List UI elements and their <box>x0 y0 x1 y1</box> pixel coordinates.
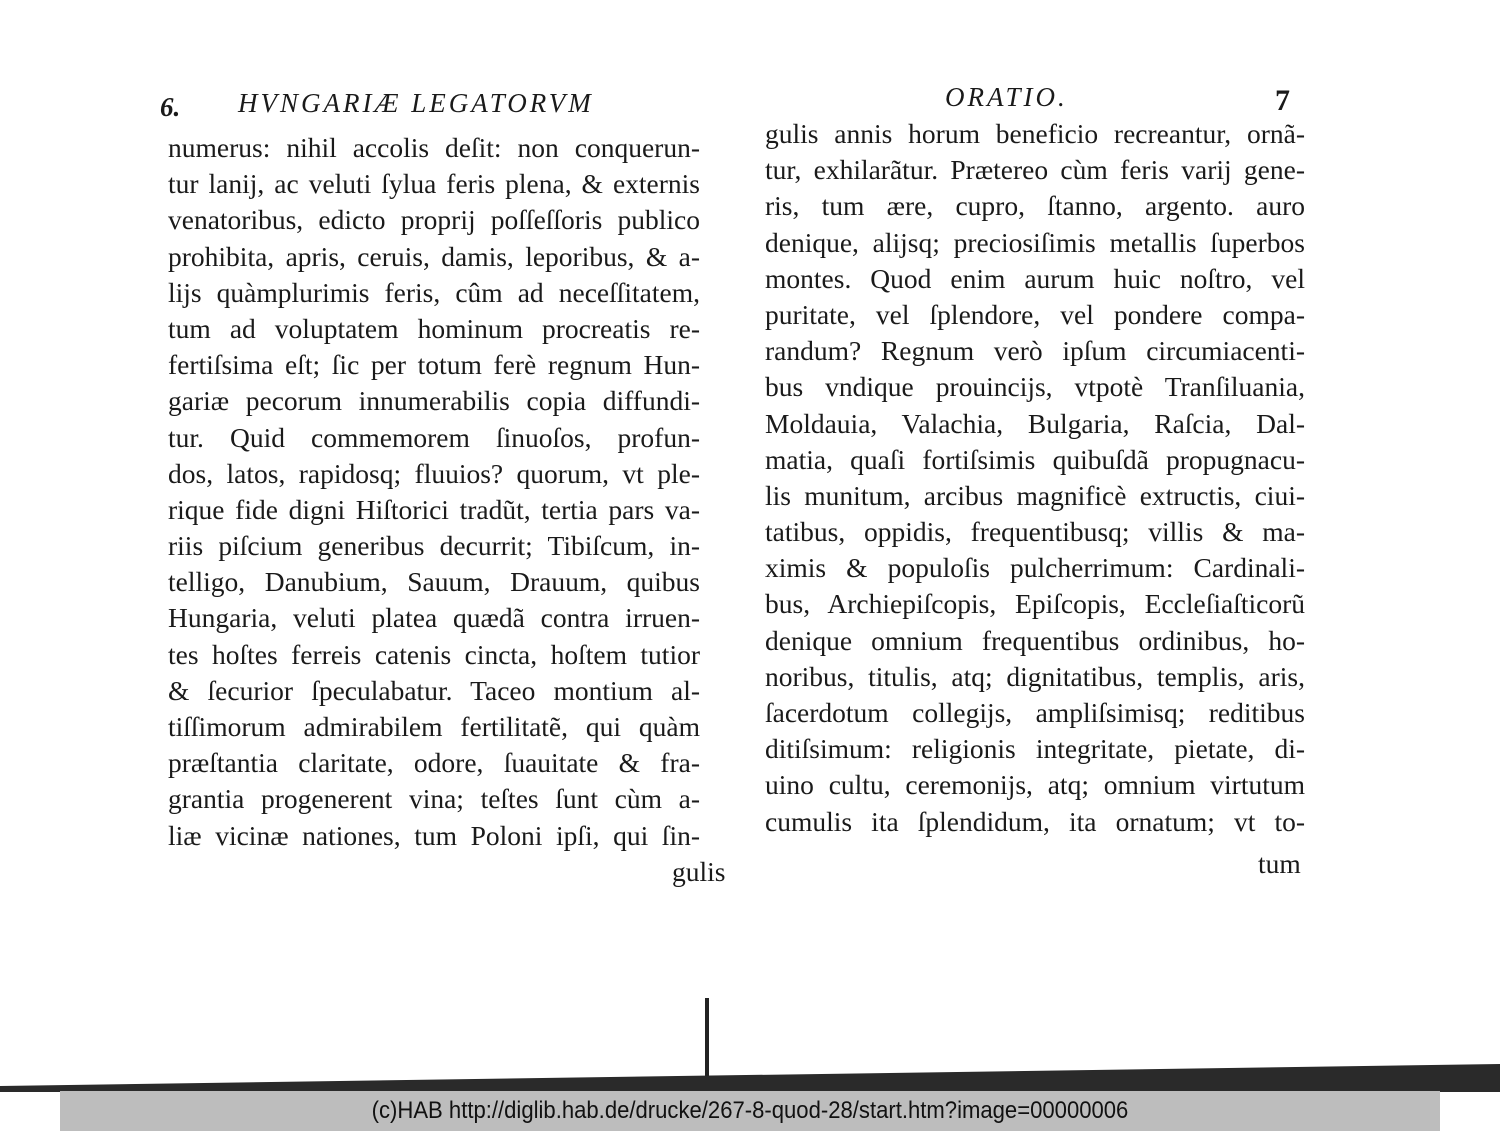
text-line: Moldauia, Valachia, Bulgaria, Raſcia, Dal- <box>765 407 1305 439</box>
page-bottom-edge <box>0 1060 1500 1092</box>
right-running-head: ORATIO. <box>945 82 1068 112</box>
text-line: tiſſimorum admirabilem fertilitatẽ, qui quàm <box>168 711 700 742</box>
text-line: bus vndique prouincijs, vtpotè Tranſiluania, <box>765 371 1305 403</box>
text-line: montes. Quod enim aurum huic noſtro, vel <box>765 262 1305 294</box>
text-line: venatoribus, edicto proprij poſſeſſoris publico <box>168 204 700 236</box>
text-line: fertiſsima eſt; ſic per totum ferè regnum Hun- <box>168 349 700 381</box>
text-line: puritate, vel ſplendore, vel pondere compa- <box>765 298 1305 330</box>
left-running-head: HVNGARIÆ LEGATORVM <box>238 88 594 118</box>
left-catchword: gulis <box>672 856 726 887</box>
text-line: tur, exhilarãtur. Prætereo cùm feris varij gene- <box>765 154 1305 186</box>
text-line: lis munitum, arcibus magnificè extructis, ciui- <box>765 479 1305 511</box>
text-line: denique omnium frequentibus ordinibus, ho- <box>765 624 1305 656</box>
right-page-number: 7 <box>1275 84 1293 117</box>
text-line: denique, alijsq; preciosiſimis metallis ſuperbos <box>765 226 1305 258</box>
text-line: tum ad voluptatem hominum procreatis re- <box>168 312 700 344</box>
text-line: numerus: nihil accolis deſit: non conquerun- <box>168 132 700 163</box>
right-catchword: tum <box>1258 848 1301 879</box>
text-line: bus, Archiepiſcopis, Epiſcopis, Eccleſiaſticorũ <box>765 588 1305 620</box>
text-line: dos, latos, rapidosq; fluuios? quorum, vt ple- <box>168 457 700 489</box>
text-line: lijs quàmplurimis feris, cûm ad neceſſitatem, <box>168 276 700 308</box>
text-line: matia, quaſi fortiſsimis quibuſdã propugnacu- <box>765 443 1305 475</box>
text-line: tes hoſtes ferreis catenis cincta, hoſtem tutior <box>168 638 700 670</box>
text-line: rique fide digni Hiſtorici tradũt, tertia pars va- <box>168 493 700 525</box>
book-gutter-line <box>705 998 709 1082</box>
copyright-footer: (c)HAB http://diglib.hab.de/drucke/267-8-quod-28/start.htm?image=00000006 <box>60 1091 1440 1131</box>
text-line: gulis annis horum beneficio recreantur, ornã- <box>765 118 1305 149</box>
text-line: tur lanij, ac veluti ſylua feris plena, & externis <box>168 168 700 200</box>
text-line: ximis & populoſis pulcherrimum: Cardinali- <box>765 552 1305 584</box>
text-line: liæ vicinæ nationes, tum Poloni ipſi, qui ſin- <box>168 819 700 851</box>
right-text-column <box>765 116 1305 840</box>
text-line: gariæ pecorum innumerabilis copia diffundi- <box>168 385 700 417</box>
text-line: noribus, titulis, atq; dignitatibus, templis, aris, <box>765 660 1305 692</box>
left-text-column <box>168 130 700 854</box>
text-line: randum? Regnum verò ipſum circumiacenti- <box>765 335 1305 367</box>
text-line: ditiſsimum: religionis integritate, pietate, di- <box>765 733 1305 765</box>
text-line: ſacerdotum collegijs, ampliſsimisq; reditibus <box>765 697 1305 728</box>
text-line: præſtantia claritate, odore, ſuauitate & fra- <box>168 747 700 779</box>
left-page-number: 6. <box>160 92 181 122</box>
text-line: grantia progenerent vina; teſtes ſunt cùm a- <box>168 783 700 815</box>
text-line: riis piſcium generibus decurrit; Tibiſcum, in- <box>168 530 700 562</box>
text-line: ris, tum ære, cupro, ſtanno, argento. auro <box>765 190 1305 222</box>
text-line: cumulis ita ſplendidum, ita ornatum; vt to- <box>765 805 1305 837</box>
text-line: & ſecurior ſpeculabatur. Taceo montium al- <box>168 674 700 706</box>
text-line: uino cultu, ceremonijs, atq; omnium virtutum <box>765 769 1305 801</box>
text-line: Hungaria, veluti platea quædã contra irruen- <box>168 602 700 634</box>
text-line: prohibita, apris, ceruis, damis, leporibus, & a- <box>168 240 700 272</box>
text-line: telligo, Danubium, Sauum, Drauum, quibus <box>168 566 700 598</box>
text-line: tatibus, oppidis, frequentibusq; villis & ma- <box>765 516 1305 548</box>
text-line: tur. Quid commemorem ſinuoſos, profun- <box>168 421 700 453</box>
